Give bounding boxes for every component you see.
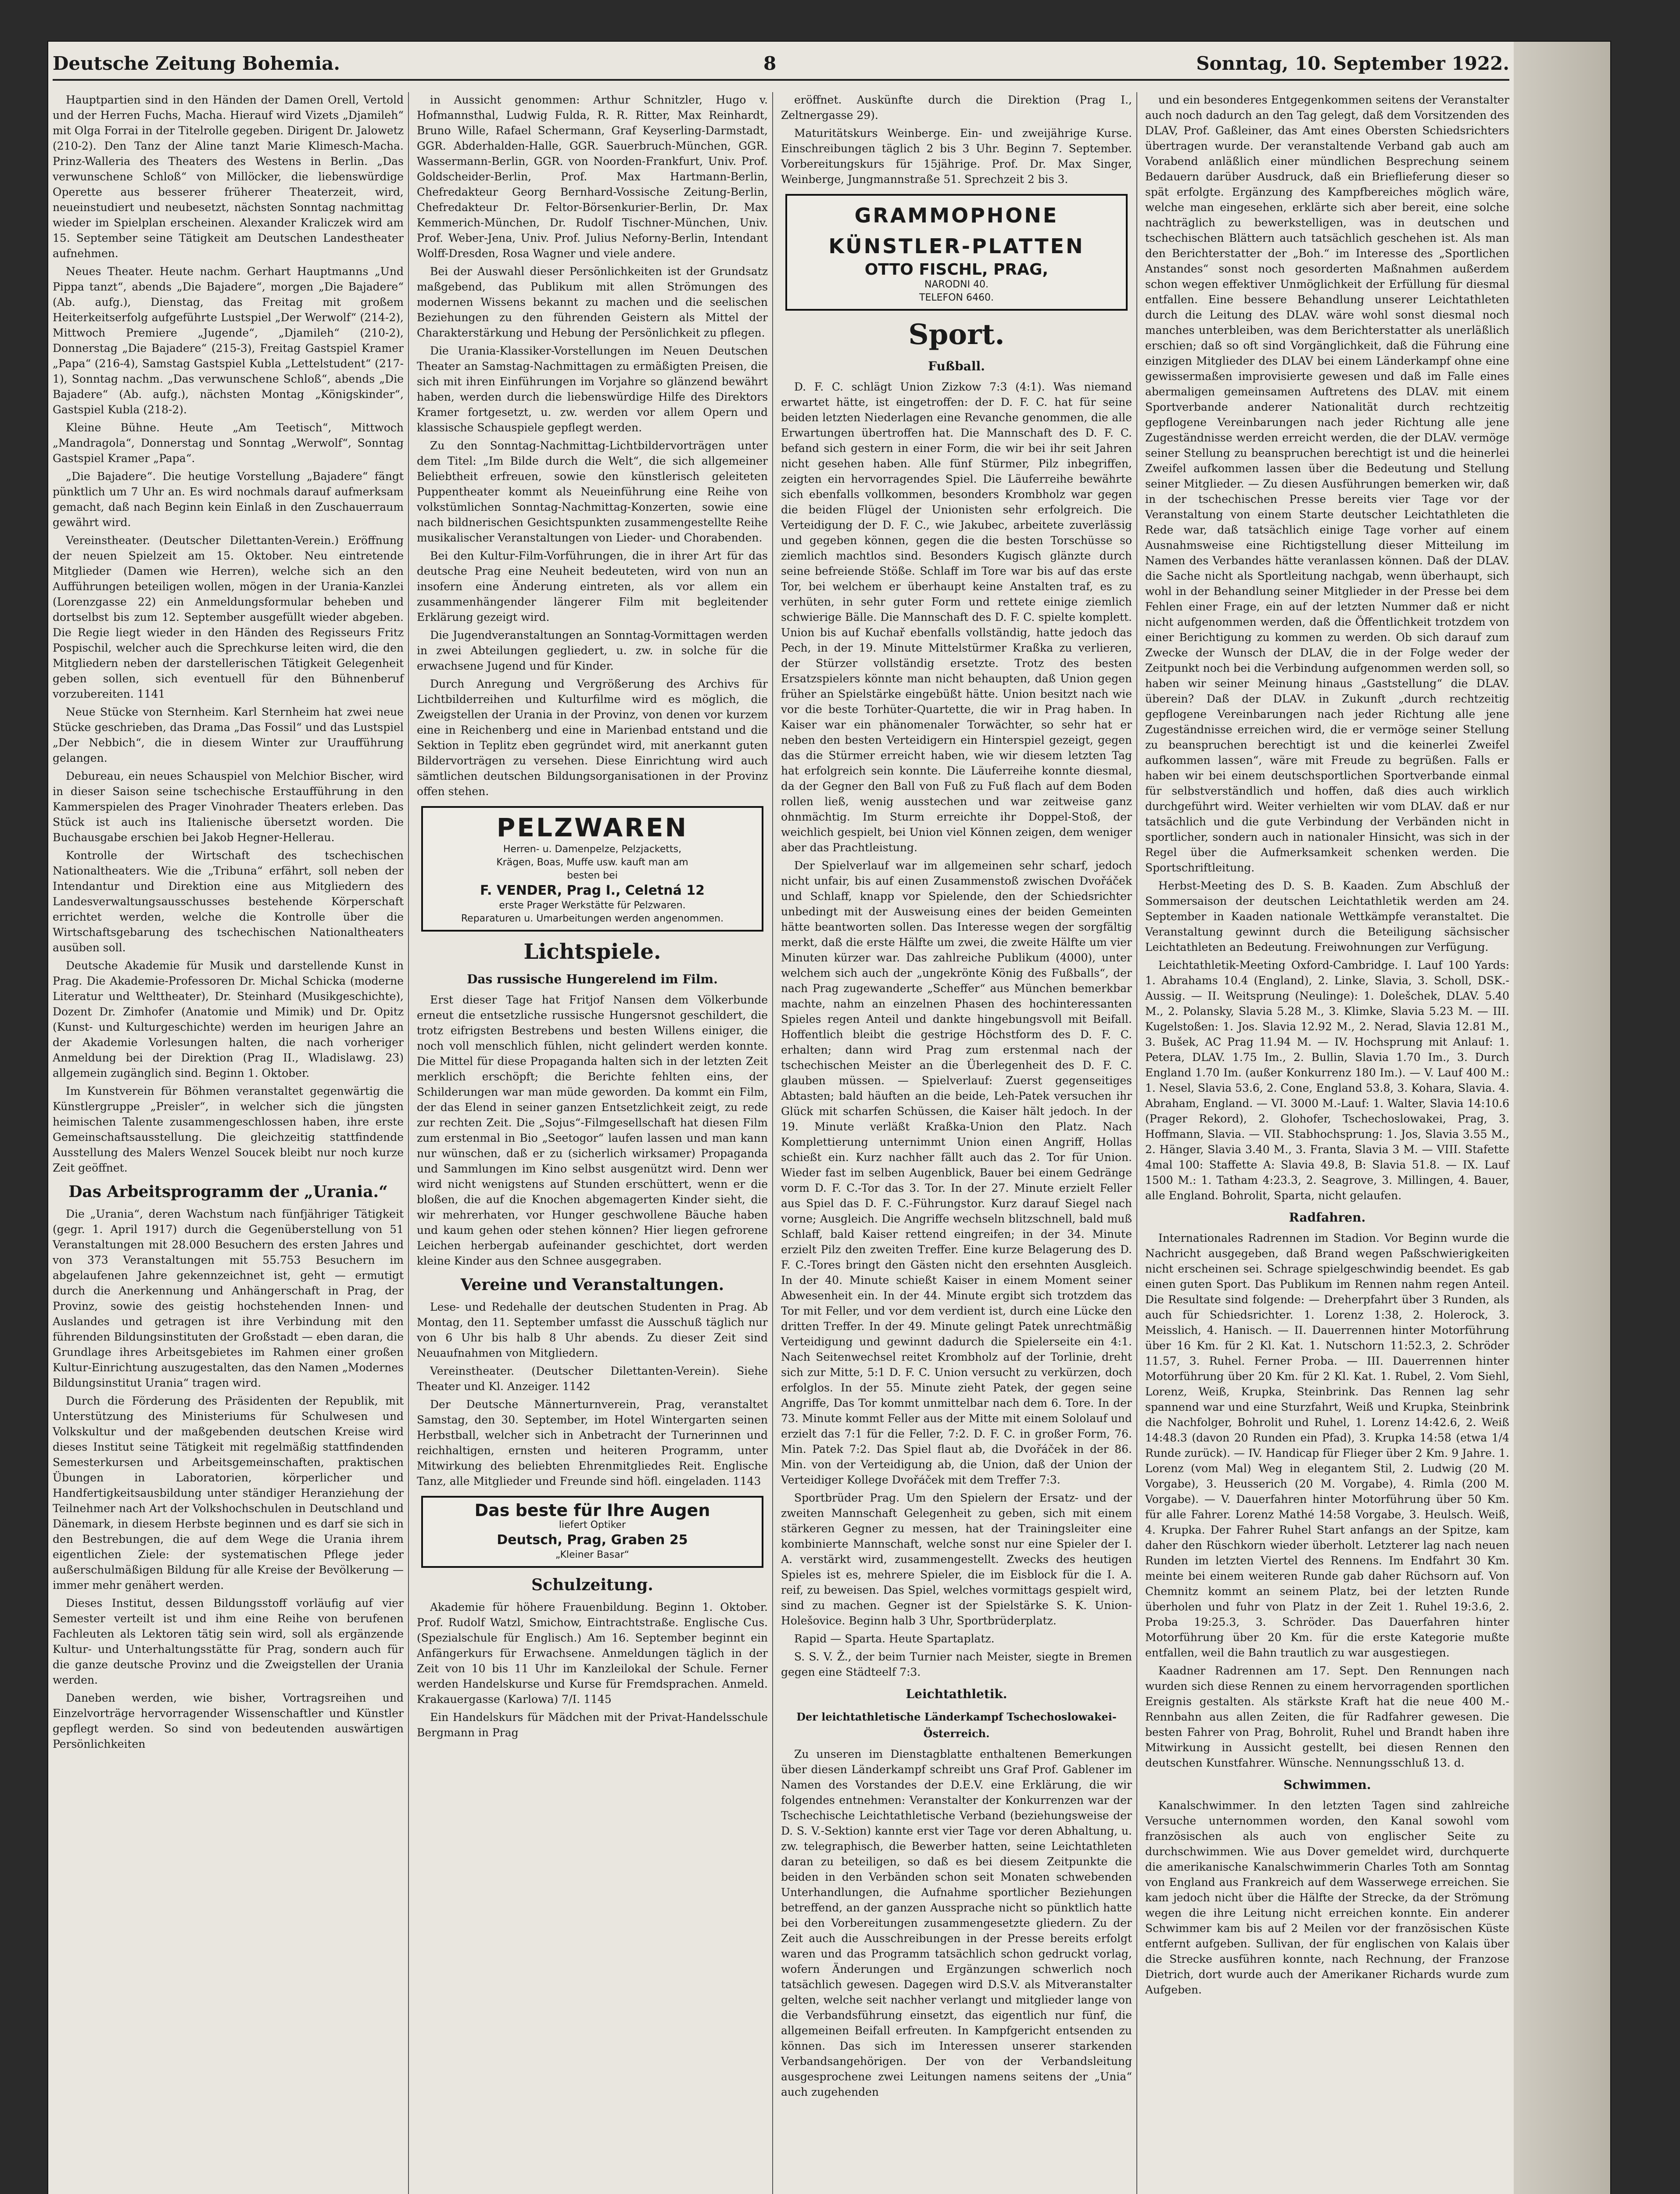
article-paragraph: Vereinstheater. (Deutscher Dilettanten-Verein.) Eröffnung der neuen Spielzeit am 15. Oktober. Neu eintretende Mitglieder (Damen wie Herren), welche sich an den Aufführungen beteiligen wollen, mögen in der Urania-Kanzlei (Lorenzgasse 22) ein Anmeldungsformular beheben und dortselbst bis zum 12. September ausgefüllt wieder abgeben. Die Regie liegt wieder in den Händen des Regisseurs Fritz Pospischil, welcher auch die Sprechkurse leiten wird, die den Mitgliedern neben der darstellerischen Tätigkeit Gelegenheit geben sollen, sich eventuell für den Bühnenberuf vorzubereiten. 1141 — [53, 534, 404, 700]
page-number: 8 — [763, 53, 777, 74]
ad-text: Herren- u. Damenpelze, Pelzjacketts, — [503, 844, 682, 855]
article-paragraph: Dieses Institut, dessen Bildungsstoff vorläufig auf vier Semester verteilt ist und ihm eine Reihe von berufenen Fachleuten als Lektoren tätig sein wird, soll als ergänzende Kultur- und Unterhaltungsstätte für Prag, sondern auch für die ganze deutsche Provinz und die Zweigstellen der Urania werden. — [53, 1597, 404, 1686]
section-heading: Vereine und Veranstaltungen. — [460, 1276, 724, 1294]
column-rule — [408, 92, 409, 2194]
advertisement-grammophone — [785, 194, 1128, 311]
column-2 — [417, 92, 768, 1743]
section-heading: Schulzeitung. — [531, 1576, 653, 1594]
subsection-heading: Schwimmen. — [1283, 1778, 1371, 1792]
article-paragraph: Kleine Bühne. Heute „Am Teetisch“, Mittwoch „Mandragola“, Donnerstag und Sonntag „Werwolf“, Sonntag Gastspiel Kramer „Papa“. — [53, 421, 404, 465]
article-paragraph: Vereinstheater. (Deutscher Dilettanten-Verein). Siehe Theater und Kl. Anzeiger. 1142 — [417, 1365, 768, 1393]
article-paragraph: Kanalschwimmer. In den letzten Tagen sind zahlreiche Versuche unternommen worden, den Kanal sowohl vom französischen als auch von englischer Seite zu durchschwimmen. Wie aus Dover gemeldet wird, durchquerte die amerikanische Kanalschwimmerin Charles Toth am Sonntag von England aus Frankreich auf dem Wasserwege erreichen. Sie kam jedoch nicht über die Hälfte der Strecke, da der Strömung wegen die ihre Leitung nicht erreichen konnte. Ein anderer Schwimmer kam bis auf 2 Meilen vor der französischen Küste entfernt aufgeben. Sullivan, der für englischen von Kalais über die Strecke ausführen konnte, nach Rechnung, der Franzose Dietrich, dort wurde auch der Amerikaner Richards wurde zum Aufgeben. — [1145, 1799, 1509, 1996]
article-paragraph: Internationales Radrennen im Stadion. Vor Beginn wurde die Nachricht ausgegeben, daß Brand wegen Paßschwierigkeiten nicht erscheinen sei. Schrage spielgeschwindig beendet. Es gab einen guten Sport. Das Publikum im Rennen nahm regen Anteil. Die Resultate sind folgende: — Dreherpfahrt über 3 Runden, als auch für Schiedsrichter. 1. Lorenz 1:38, 2. Holerock, 3. Meisslich, 4. Hanisch. — II. Dauerrennen hinter Motorführung über 16 Km. für 2 Kl. Kat. 1. Nutschorn 11:52.3, 2. Schröder 11.57, 3. Ruhel. Ferner Proba. — III. Dauerrennen hinter Motorführung über 20 Km. für 2 Kl. Kat. 1. Rubel, 2. Vom Siehl, Lorenz, Weiß, Krupka, Steinbrink. Das Rennen lag sehr spannend war und eine Sturzfahrt, Weiß und Krupka, Steinbrink die Nachfolger, Bohrolit und Ruhel, 1. Lorenz 14:42.6, 2. Weiß 14:48.3 (davon 20 Runden ein Pfad), 3. Krupka 14:58 (etwa 1/4 Runde zurück). — IV. Handicap für Flieger über 2 Km. 9 Jahre. 1. Lorenz (vom Mal) Weg in elegantem Stil, 2. Ludwig (20 M. Vorgabe), 3. Heusserich (20 M. Vorgabe), 4. Rimla (200 M. Vorgabe). — V. Dauerfahren hinter Motorführung über 50 Km. für alle Fahrer. Lorenz Mathé 14:58 Vorgabe, 3. Heulsch. Weiß, 4. Krupka. Der Fahrer Ruhel Start anfangs an der Spitze, kam daher den Rüschkorn wieder überholt. Letzterer lag nach neuen Runden im letzten Viertel des Rennens. Im Endfahrt 30 Km. meinte bei einem weiteren Runde gab daher Rüchsorn auf. Von Chemnitz kommt an seinem Platz, bei der letzten Runde überholen und fuhr von Platz in der Zeit 1. Ruhel 19:3.6, 2. Proba 19:25.3, 3. Schröder. Das Dauerfahren hinter Motorführung über 20 Km. für die erste Kategorie mußte entfallen, weil die Bahn trautlich zu war ausgestiegen. — [1145, 1232, 1509, 1659]
article-paragraph: Durch Anregung und Vergrößerung des Archivs für Lichtbilderreihen und Kulturfilme wird es möglich, die Zweigstellen der Urania in der Provinz, von denen vor kurzem eine in Reichenberg und eine in Marienbad entstand und die Sektion in Teplitz eben gegründet wird, mit anerkannt guten Bildervorträgen zu versehen. Diese Einrichtung wird auch sämtlichen deutschen Bildungsorganisationen in der Provinz offen stehen. — [417, 678, 768, 798]
article-paragraph: Rapid — Sparta. Heute Spartaplatz. — [794, 1632, 995, 1645]
column-4 — [1145, 92, 1509, 2000]
ad-company: F. VENDER, Prag I., Celetná 12 — [480, 883, 705, 898]
article-paragraph: Bei der Auswahl dieser Persönlichkeiten ist der Grundsatz maßgebend, das Publikum mit allen Strömungen des modernen Wissens bekannt zu machen und die seelischen Beziehungen zu den führenden Geistern als Mittel der Charakterstärkung und Hebung der Persönlichkeit zu pflegen. — [417, 265, 768, 339]
article-paragraph: Bei den Kultur-Film-Vorführungen, die in ihrer Art für das deutsche Prag eine Neuheit bedeuteten, wird von nun an insofern eine Änderung eintreten, als vor allem ein zusammenhängender längerer Film mit begleitender Erklärung gezeigt wird. — [417, 549, 768, 624]
article-paragraph: Lese- und Redehalle der deutschen Studenten in Prag. Ab Montag, den 11. September umfasst die Ausschuß täglich nur von 6 Uhr bis halb 8 Uhr abends. Zu dieser Zeit sind Neuaufnahmen von Mitgliedern. — [417, 1301, 768, 1359]
article-paragraph: Kontrolle der Wirtschaft des tschechischen Nationaltheaters. Wie die „Tribuna“ erfährt, soll neben der Intendantur und Direktion eine aus Mitgliedern des Landesverwaltungsausschusses bestehende Körperschaft errichtet werden, welche die Kontrolle über die Wirtschaftsgebarung des tschechischen Nationaltheaters ausüben soll. — [53, 849, 404, 954]
article-paragraph: Herbst-Meeting des D. S. B. Kaaden. Zum Abschluß der Sommersaison der deutschen Leichtathletik werden am 24. September in Kaaden nationale Wettkämpfe veranstaltet. Die Veranstaltung gewinnt durch die Beteiligung sächsischer Leichtathleten an Bedeutung. Freiwohnungen zur Verfügung. — [1145, 879, 1509, 954]
article-paragraph: Kaadner Radrennen am 17. Sept. Den Rennungen nach wurden sich diese Rennen zu einem hervorragenden sportlichen Ereignis gestalten. Als stärkste Kraft hat die neue 400 M.-Rennbahn aus allen Zeiten, die für Radfahrer gewesen. Die besten Fahrer von Prag, Bohrolit, Ruhel und Brandt haben ihre Mitwirkung in Aussicht gestellt, bei diesen Rennen den deutschen Kunstfahrer. Wünsche. Nennungsschluß 13. d. — [1145, 1664, 1509, 1769]
article-paragraph: D. F. C. schlägt Union Zizkow 7:3 (4:1). Was niemand erwartet hätte, ist eingetroffen: der D. F. C. hat für seine beiden letzten Niederlagen eine Revanche genommen, die alle Erwartungen übertroffen hat. Die Mannschaft des D. F. C. befand sich gestern in einer Form, die wir bei ihr seit Jahren nicht gesehen haben. Alle fünf Stürmer, Pilz inbegriffen, zeigten ein hervorragendes Spiel. Die Läuferreihe bewährte sich ebenfalls vollkommen, besonders Krombholz war gegen die beiden Flügel der Unionisten sehr erfolgreich. Die Verteidigung der D. F. C., wie Jakubec, arbeitete zuverlässig und gegeben können, gegen die die besten Torschüsse so ziemlich machtlos sind. Besonders Kugisch glänzte durch seine befreiende Stöße. Schlaff im Tore war bis auf das erste Tor, bei welchem er überhaupt keine Anstalten traf, es zu verhüten, in sehr guter Form und rettete einige ziemlich schwierige Bälle. Die Mannschaft des D. F. C. spielte komplett. Union bis auf Kuchař ebenfalls vollständig, hatte jedoch das Pech, in der 19. Minute Mittelstürmer Kraßka zu verlieren, der Stürzer vollständig ersetzte. Trotz des besten Ersatzspielers könnte man nicht behaupten, daß Union gegen früher an Spielstärke eingebüßt hätte. Union besitzt nach wie vor die beste Torhüter-Quartette, die wir in Prag haben. In Kaiser war ein phänomenaler Torwächter, so sehr hat er neben den besten Verteidigern ein Hinterspiel gezeigt, gegen das die Stürmer erreicht haben, wie wir diesem letzten Tag hat erfolgreich sein konnte. Die Läuferreihe konnte diesmal, da der Gegner den Ball von Fuß zu Fuß flach auf dem Boden rollen ließ, wenig ausstechen und war zeitweise ganz ohnmächtig. Im Sturm erreichte ihr Doppel-Stoß, der weichlich gespielt, bei Union viel Können zeigen, dem weniger aber das Prachtleistung. — [781, 380, 1132, 854]
ad-text: liefert Optiker — [559, 1520, 626, 1531]
article-paragraph: Die Jugendveranstaltungen an Sonntag-Vormittagen werden in zwei Abteilungen gegliedert, u. zw. in solche für die erwachsene Jugend und für Kinder. — [417, 629, 768, 672]
ad-company: Deutsch, Prag, Graben 25 — [497, 1532, 688, 1548]
ad-text: TELEFON 6460. — [919, 292, 994, 303]
column-1 — [53, 92, 404, 1754]
ad-text: „Kleiner Basar“ — [555, 1549, 630, 1560]
subsection-heading: Radfahren. — [1289, 1210, 1366, 1225]
article-paragraph: Der Spielverlauf war im allgemeinen sehr scharf, jedoch nicht unfair, bis auf einen Zusammenstoß zwischen Dvořáček und Schlaff, knapp vor Spielende, den der Schiedsrichter unbedingt mit der Ausweisung eines der beiden Gemeinten hätte beantworten sollen. Das Interesse wegen der sorgfältig merkt, daß die erste Hälfte um zwei, die zweite Hälfte um vier Minuten kürzer war. Das zahlreiche Publikum (4000), unter welchem sich auch der „ungekrönte König des Fußballs“, der nach Prag zugewanderte „Scheffer“ aus München bemerkbar machte, nahm an einzelnen Phasen des hochinteressanten Spieles regen Anteil und dankte hingebungsvoll mit Beifall. Hoffentlich bleibt die gestrige Höchstform des D. F. C. erhalten; dann wird Prag zum erstenmal nach der tschechischen Meister an die Überlegenheit des D. F. C. glauben müssen. — Spielverlauf: Zuerst gegenseitiges Abtasten; bald häuften an die beide, Leh-Patek versuchen ihr Glück mit scharfen Schüssen, die Kaiser hält jedoch. In der 19. Minute verläßt Kraßka-Union den Platz. Nach Komplettierung unternimmt Union einen Angriff, Hollas schießt ein. Kurz nachher fällt auch das 2. Tor für Union. Wieder fast im selben Augenblick, Bauer bei einem Gedränge vorm D. F. C.-Tor das 3. Tor. In der 27. Minute erzielt Feller aus Spiel das D. F. C.-Führungstor. Kurz darauf Siegel nach vorne; Ausgleich. Die Angriffe wechseln blitzschnell, bald muß Schlaff, bald Kaiser rettend eingreifen; in der 34. Minute erzielt Pilz den zweiten Treffer. Eine kurze Belagerung des D. F. C.-Tores bringt den Gästen nicht den ersehnten Ausgleich. In der 40. Minute schießt Kaiser in einem Moment seiner Abwesenheit ein. In der 44. Minute ergibt sich trotzdem das Tor mit Feller, und vor dem verdient ist, durch eine Lücke den dritten Treffer. In der 49. Minute gelingt Patek unrechtmäßig Verteidigung und gewinnt dadurch die Spielerseite ein 4:1. Nach Seitenwechsel reitet Krombholz auf der Torlinie, dreht sich zur Mitte, 5:1 D. F. C. Union versucht zu verkürzen, doch erfolglos. In der 55. Minute zieht Patek, der gegen seine Angriffe, Das Tor kommt unmittelbar nach dem 6. Tore. In der 73. Minute kommt Feller aus der Mitte mit einem Sololauf und erzielt das 7:1 für die Feller, 7:2. D. F. C. in großer Form, 76. Min. Patek 7:2. Das Spiel flaut ab, die Dvořáček in der 86. Min. von der Verteidigung ab, die Union, daß der Union der Verteidiger Kollege Dvořáček mit dem Treffer 7:3. — [781, 859, 1132, 1486]
article-paragraph: Hauptpartien sind in den Händen der Damen Orell, Vertold und der Herren Fuchs, Macha. Hierauf wird Vizets „Djamileh“ mit Olga Forrai in der Titelrolle gegeben. Dirigent Dr. Jalowetz (210-2). Den Tanz der Aline tanzt Marie Klimesch-Macha. Prinz-Walleria des Theaters des Westens in Berlin. „Das verwunschene Schloß“ von Millöcker, die liebenswürdige Operette aus besserer früherer Theaterzeit, wird, neueinstudiert und neubesetzt, nächsten Sonntag nachmittag wieder im Spielplan erscheinen. Alexander Kraliczek wird am 15. September seine Tätigkeit am Deutschen Landestheater aufnehmen. — [53, 93, 404, 260]
article-paragraph: eröffnet. Auskünfte durch die Direktion (Prag I., Zeltnergasse 29). — [781, 93, 1132, 122]
subsection-heading: Das russische Hungerelend im Film. — [467, 972, 718, 986]
advertisement-pelzwaren — [421, 806, 763, 932]
ad-text: Reparaturen u. Umarbeitungen werden angenommen. — [461, 913, 724, 924]
issue-date: Sonntag, 10. September 1922. — [1196, 53, 1509, 74]
advertisement-optiker — [421, 1496, 763, 1568]
article-paragraph: Akademie für höhere Frauenbildung. Beginn 1. Oktober. Prof. Rudolf Watzl, Smichow, Eintrachtstraße. Englische Cus. (Spezialschule für Englisch.) Am 16. September beginnt ein Anfängerkurs für Erwachsene. Anmeldungen täglich in der Zeit von 10 bis 11 Uhr im Kanzleilokal der Schule. Ferner werden Handelskurse und Kurse für Fremdsprachen. Anmeld. Krakauergasse (Karlowa) 7/I. 1145 — [417, 1601, 768, 1706]
article-paragraph: Im Kunstverein für Böhmen veranstaltet gegenwärtig die Künstlergruppe „Preisler“, in welcher sich die jüngsten heimischen Talente zusammengeschlossen haben, ihre erste Gemeinschaftsausstellung. Die gleichzeitig stattfindende Ausstellung des Malers Wenzel Soucek bleibt nur noch kurze Zeit geöffnet. — [53, 1085, 404, 1174]
subsection-heading: Fußball. — [928, 359, 985, 373]
column-rule — [1136, 92, 1137, 2194]
article-paragraph: in Aussicht genommen: Arthur Schnitzler, Hugo v. Hofmannsthal, Ludwig Fulda, R. R. Ritter, Max Reinhardt, Bruno Wille, Rafael Schermann, Graf Keyserling-Darmstadt, GGR. Abderhalden-Halle, GGR. Sauerbruch-München, GGR. Wassermann-Berlin, GGR. von Noorden-Frankfurt, Univ. Prof. Goldscheider-Berlin, Prof. Max Hartmann-Berlin, Chefredakteur Georg Bernhard-Vossische Zeitung-Berlin, Chefredakteur Dr. Feltor-Börsenkurier-Berlin, Dr. Max Kemmerich-München, Dr. Rudolf Tischner-München, Univ. Prof. Weber-Jena, Univ. Prof. Julius Neforny-Berlin, Intendant Wolff-Dresden, Rosa Wagner und viele andere. — [417, 93, 768, 260]
section-heading: Das Arbeitsprogramm der „Urania.“ — [68, 1183, 388, 1201]
ad-text: besten bei — [567, 870, 618, 881]
article-paragraph: Ein Handelskurs für Mädchen mit der Privat-Handelsschule Bergmann in Prag — [417, 1711, 768, 1739]
article-paragraph: Zu den Sonntag-Nachmittag-Lichtbildervorträgen unter dem Titel: „Im Bilde durch die Welt“, die sich allgemeiner Beliebtheit erfreuen, sowie den künstlerisch geleiteten Puppentheater kommt als Neueinführung eine Reihe von volkstümlichen Sonntag-Nachmittag-Konzerten, sowie eine nach bildnerischen Gesichtspunkten zusammengestellte Reihe musikalischer Veranstaltungen von Lieder- und Chorabenden. — [417, 439, 768, 544]
ad-text: NARODNI 40. — [924, 279, 989, 290]
article-paragraph: Debureau, ein neues Schauspiel von Melchior Bischer, wird in dieser Saison seine tschechische Erstaufführung in den Kammerspielen des Prager Vinohrader Theaters erleben. Das Stück ist auch ins Italienische übersetzt worden. Die Buchausgabe erschien bei Jakob Hegner-Hellerau. — [53, 770, 404, 844]
article-paragraph: Sportbrüder Prag. Um den Spielern der Ersatz- und der zweiten Mannschaft Gelegenheit zu geben, sich mit einem stärkeren Gegner zu messen, hat der Trainingsleiter eine kombinierte Mannschaft, welche sonst nur eine Spieler der I. A. verstärkt wird, zusammengestellt. Zwecks des heutigen Spieles ist es, mehrere Spieler, die im Eisblock für die I. A. reif, zu beweisen. Das Spiel, welches vormittags gespielt wird, sind zu machen. Gegner ist der Spielstärke S. K. Union-Holešovice. Beginn halb 3 Uhr, Sportbrüderplatz. — [781, 1491, 1132, 1627]
article-paragraph: Der Deutsche Männerturnverein, Prag, veranstaltet Samstag, den 30. September, im Hotel Wintergarten seinen Herbstball, welcher sich in Anbetracht der Turnerinnen und reichhaltigen, ernsten und heiteren Programm, unter Mitwirkung des beliebten Ehrenmitgliedes Reit. Englische Tanz, alle Mitglieder und Freunde sind höfl. eingeladen. 1143 — [417, 1398, 768, 1488]
article-paragraph: Zu unseren im Dienstagblatte enthaltenen Bemerkungen über diesen Länderkampf schreibt uns Graf Prof. Gablener im Namen des Vorstandes der D.E.V. eine Erklärung, die wir folgendes entnehmen: Veranstalter der Konkurrenzen war der Tschechische Leichtathletische Verband (beziehungsweise der D. S. V.-Sektion) kannte erst vier Tage vor deren Abhaltung, u. zw. telegraphisch, die Bewerber hatten, seine Leichtathleten daran zu beteiligen, so daß es bei diesem Zeitpunkte die beiden in den Verbänden schon seit Monaten schwebenden Unterhandlungen, die Aufnahme sportlicher Beziehungen betreffend, an der ganzen Aussprache nicht so pünktlich hatte bei den Vorbereitungen zusammengesetzte gliedern. Zu der Zeit auch die Ausschreibungen in der Presse bereits erfolgt waren und das Programm tatsächlich schon gedruckt vorlag, wofern Änderungen und Ergänzungen schwerlich noch tatsächlich gewesen. Dagegen wird D.S.V. als Mitveranstalter gelten, welche seit nachher verlangt und mitglieder lange von die Verbandsführung einsetzt, das eigentlich nur fünf, die allgemeinen Beifall erfreuten. In Kampfgericht entsenden zu können. Das sich im Interessen unserer starkenden Verbandsangehörigen. Der von der Verbandsleitung ausgesprochene zwei Leitungen namens seitens der „Unia“ auch zugehenden — [781, 1748, 1132, 2098]
article-heading: Der leichtathletische Länderkampf Tschechoslowakei-Österreich. — [796, 1710, 1117, 1740]
ad-headline: KÜNSTLER-PLATTEN — [828, 234, 1085, 258]
section-heading: Lichtspiele. — [523, 939, 661, 964]
article-paragraph: Deutsche Akademie für Musik und darstellende Kunst in Prag. Die Akademie-Professoren Dr. Michal Schicka (moderne Literatur und Welttheater), Dr. Steinhard (Musikgeschichte), Dozent Dr. Zimhofer (Anatomie und Mimik) und Dr. Opitz (Kunst- und Kulturgeschichte) werden im heurigen Jahre an der Akademie Vorlesungen halten, die nach vorheriger Anmeldung bei der Direktion (Prag II., Wladislawg. 23) allgemein zugänglich sind. Beginn 1. Oktober. — [53, 959, 404, 1079]
page-header — [53, 53, 1509, 81]
article-paragraph: Neues Theater. Heute nachm. Gerhart Hauptmanns „Und Pippa tanzt“, abends „Die Bajadere“, morgen „Die Bajadere“ (Ab. aufg.), Dienstag, das Freitag mit großem Heiterkeitserfolg aufgeführte Lustspiel „Der Werwolf“ (214-2), Mittwoch Premiere „Jugende“, „Djamileh“ (210-2), Donnerstag „Die Bajadere“ (215-3), Freitag Gastspiel Kramer „Papa“ (216-4), Samstag Gastspiel Kubla „Lettelstudent“ (217-1), Sonntag nachm. „Das verwunschene Schloß“, abends „Die Bajadere“ (Ab. aufg.), nächsten Montag „Königskinder“, Gastspiel Kubla (218-2). — [53, 265, 404, 416]
subsection-heading: Leichtathletik. — [906, 1687, 1007, 1701]
article-paragraph: Leichtathletik-Meeting Oxford-Cambridge. I. Lauf 100 Yards: 1. Abrahams 10.4 (England), 2. Linke, Slavia, 3. Scholl, DSK.-Aussig. — II. Weitsprung (Neulinge): 1. Dolešchek, DLAV. 5.40 M., 2. Polansky, Slavia 5.28 M., 3. Klimke, Slavia 5.23 M. — III. Kugelstoßen: 1. Jos. Slavia 12.92 M., 2. Nerad, Slavia 12.81 M., 3. Bušek, AC Prag 11.94 M. — IV. Hochsprung mit Anlauf: 1. Petera, DLAV. 1.75 Im., 2. Bullin, Slavia 1.70 Im., 3. Durch England 1.70 Im. (außer Konkurrenz 180 Im.). — V. Lauf 400 M.: 1. Nesel, Slavia 53.6, 2. Cone, England 53.8, 3. Kohara, Slavia. 4. Abraham, England. — VI. 3000 M.-Lauf: 1. Walter, Slavia 14:10.6 (Prager Rekord), 2. Glohofer, Tschechoslowakei, Prag, 3. Hoffmann, Slavia. — VII. Stabhochsprung: 1. Jos, Slavia 3.55 M., 2. Hänger, Slavia 3.40 M., 3. Franta, Slavia 3 M. — VIII. Stafette 4mal 100: Staffette A: Slavia 49.8, B: Slavia 51.8. — IX. Lauf 1500 M.: 1. Tatham 4:23.3, 2. Seagrove, 3. Millingen, 4. Bauer, alle England. Bohrolit, Sparta, nicht gelaufen. — [1145, 959, 1509, 1202]
ad-company: OTTO FISCHL, PRAG, — [864, 261, 1049, 279]
ad-text: erste Prager Werkstätte für Pelzwaren. — [499, 900, 686, 911]
newspaper-title: Deutsche Zeitung Bohemia. — [53, 53, 340, 74]
column-rule — [772, 92, 773, 2194]
article-paragraph: S. S. V. Ž., der beim Turnier nach Meister, siegte in Bremen gegen eine Städteelf 7:3. — [781, 1650, 1132, 1678]
ad-text: Krägen, Boas, Muffe usw. kauft man am — [496, 857, 688, 868]
ad-headline: GRAMMOPHONE — [854, 204, 1059, 227]
article-paragraph: Maturitätskurs Weinberge. Ein- und zweijährige Kurse. Einschreibungen täglich 2 bis 3 Uhr. Beginn 7. September. Vorbereitungskurs für 15jährige. Prof. Dr. Max Singer, Weinberge, Jungmannstraße 51. Sprechzeit 2 bis 3. — [781, 127, 1132, 186]
ad-headline: PELZWAREN — [496, 813, 688, 842]
article-paragraph: Durch die Förderung des Präsidenten der Republik, mit Unterstützung des Ministeriums für Schulwesen und Volkskultur und der maßgebenden deutschen Kreise wird dieses Institut seine Tätigkeit mit regelmäßig stattfindenden Semesterkursen und Arbeitsgemeinschaften, praktischen Übungen in Laboratorien, körperlicher und Handfertigkeitsausbildung unter ständiger Heranziehung der Teilnehmer nach Art der Volkshochschulen in Deutschland und Dänemark, in diesem Herbste beginnen und es darf sie sich in den Bestrebungen, die auf dem Wege die Urania ihrem eigentlichen Ziele: der systematischen Pflege jeder außerschulmäßigen Bildung für alle Kreise der Bevölkerung — immer mehr genähert werden. — [53, 1395, 404, 1592]
article-paragraph: „Die Bajadere“. Die heutige Vorstellung „Bajadere“ fängt pünktlich um 7 Uhr an. Es wird nochmals darauf aufmerksam gemacht, daß nach Beginn kein Einlaß in den Zuschauerraum gewährt wird. — [53, 470, 404, 529]
page-fold-shadow — [1514, 42, 1610, 2194]
column-3 — [781, 92, 1132, 2102]
article-paragraph: Die Urania-Klassiker-Vorstellungen im Neuen Deutschen Theater an Samstag-Nachmittagen zu ermäßigten Preisen, die sich mit ihren Einführungen im Vorjahre so glänzend bewährt haben, werden durch die liebenswürdige Hilfe des Direktors Kramer fortgesetzt, u. zw. werden vor allem Opern und klassische Schauspiele gepflegt werden. — [417, 344, 768, 434]
article-paragraph: Neue Stücke von Sternheim. Karl Sternheim hat zwei neue Stücke geschrieben, das Drama „Das Fossil“ und das Lustspiel „Der Nebbich“, die in diesem Winter zur Uraufführung gelangen. — [53, 706, 404, 764]
article-paragraph: Daneben werden, wie bisher, Vortragsreihen und Einzelvorträge hervorragender Wissenschaftler und Künstler gepflegt werden. So sind von bedeutenden auswärtigen Persönlichkeiten — [53, 1692, 404, 1750]
article-paragraph: und ein besonderes Entgegenkommen seitens der Veranstalter auch noch dadurch an den Tag gelegt, daß dem Vorsitzenden des DLAV, Prof. Gaßleiner, das Amt eines Obersten Schiedsrichters übertragen wurde. Der veranstaltende Verband gab auch am Vorabend anläßlich einer mündlichen Besprechung seinem Bedauern darüber Ausdruck, daß ein Brieflieferung dieser so spät erfolgte. Ergänzung des Kampfbereiches möglich wäre, welche man eingesehen, erklärte sich aber bereit, eine solche nachträglich zu bewerkstelligen, was in deutschen und tschechischen Blättern auch tatsächlich geschehen ist. Als man den Berichterstatter der „Boh.“ im Interesse des „Sportlichen Anstandes“ sonst noch gesorderten Maßnahmen außerdem schon wegen effektiver Unmöglichkeit der Erfüllung für diesmal entfallen. Eine bessere Behandlung unserer Leichtathleten durch die Leitung des DLAV. wäre wohl sonst diesmal noch manches unterbleiben, was dem Berichterstatter als unerläßlich erschien; daß so oft sind Vorgänglichkeit, daß die Führung eine einzigen Mitglieder des DLAV bei einem Länderkampf ohne eine gewissermaßen improvisierte gewesen und daß im Falle eines abermaligen gemeinsamen Auftretens des DLAV. mit einem Sportverbande anderer Nationalität durch rechtzeitig gepflogene Vereinbarungen nach jeder Richtung alle jene Zugeständnisse werden erreicht werden, die der DLAV. vermöge seiner Stellung zu beanspruchen berechtigt ist und die heinerlei Zweifel aufkommen lassen über die Bedeutung und Stellung seiner Mitglieder. — Zu diesen Ausführungen bemerken wir, daß in der tschechischen Presse bereits vier Tage vor der Veranstaltung von einem Starte deutscher Leichtathleten die Rede war, daß tatsächlich einige Tage vorher auf einem Ausnahmsweise eine Richtigstellung dieser Mitteilung im Namen des Verbandes hätte veranlassen können. Daß der DLAV. die Sache nicht als Sportleitung nachgab, wenn überhaupt, sich wohl in der Behandlung seiner Mitglieder in der Presse bei dem Fehlen einer Frage, ein auf der letzten Nummer daß er nicht nicht aufgenommen werden, daß die Öffentlichkeit trotzdem von einer Berichtigung zu kommen zu werden. Ob sich darauf zum Zwecke der Wunsch der DLAV, die in der Folge weder der Zeitpunkt noch bei die Verbindung aufgenommen werden soll, so haben wir seiner Meinung hinaus „Gaststellung“ die DLAV. überein? Daß der DLAV. in Zukunft „durch rechtzeitig gepflogene Vereinbarungen nach jeder Richtung alle jene Zugeständnisse erreichen wird, die er vermöge seiner Stellung zu beanspruchen berechtigt ist und die keinerlei Zweifel aufkommen lassen“, wäre mit Freude zu begrüßen. Falls er haben wir bei einem deutschsportlichen Sportverbande einmal für selbstverständlich und hoffen, daß dies auch wirklich durchgeführt wird. Weiter verhielten wir vom DLAV. daß er nur tatsächlich und die gute Verbindung der Verbänden nicht in sportlicher, sondern auch in nationaler Hinsicht, was sich in der Regel über die Aufmerksamkeit schenken werden. Die Sportschriftleitung. — [1145, 93, 1509, 874]
ad-headline: Das beste für Ihre Augen — [474, 1501, 710, 1520]
article-paragraph: Erst dieser Tage hat Fritjof Nansen dem Völkerbunde erneut die entsetzliche russische Hungersnot geschildert, die trotz eifrigsten Bestrebens und besten Willens einiger, die noch voll menschlich fühlen, nicht gelindert werden konnte. Die Mittel für diese Propaganda halten sich in der letzten Zeit merklich erschöpft; die Berichte fehlten eins, der Schilderungen war man müde geworden. Da kommt ein Film, der das Elend in seiner ganzen Entsetzlichkeit zeigt, zu rede zur rechten Zeit. Die „Sojus“-Filmgesellschaft hat diesen Film zum erstenmal in Bio „Seetogor“ laufen lassen und man kann nur wünschen, daß er zu (sicherlich wirksamer) Propaganda und Sammlungen im Kino selbst ausgenützt wird. Denn wer wird nicht wenigstens auf Stunden erschüttert, wenn er die bloßen, die auf die Knochen abgemagerten Kinder sieht, die wir mehrerhaten, vor Hunger geschwollene Bäuche haben und kaum gehen oder stehen können? Hier liegen gefrorene Leichen herbergab aufeinander geschichtet, dort werden kleine Kinder aus den Schnee ausgegraben. — [417, 993, 768, 1267]
article-paragraph: Die „Urania“, deren Wachstum nach fünfjähriger Tätigkeit (gegr. 1. April 1917) durch die Gegenüberstellung von 51 Veranstaltungen mit 28.000 Besuchern des ersten Jahres und von 373 Veranstaltungen mit 55.753 Besuchern im abgelaufenen Jahre gekennzeichnet ist, geht — ermutigt durch die Anerkennung und Anhängerschaft in Prag, der Provinz, sowie des geistig hochstehenden Innen- und Auslandes und getragen ist ihre Verbindung mit den führenden Bildungsinstituten der Großstadt — eben daran, die Grundlage ihres Arbeitsgebietes im Rahmen einer großen Kultur-Einrichtung auszugestalten, das den Namen „Modernes Bildungsinstitut Urania“ tragen wird. — [53, 1208, 404, 1389]
section-heading: Sport. — [908, 318, 1005, 351]
